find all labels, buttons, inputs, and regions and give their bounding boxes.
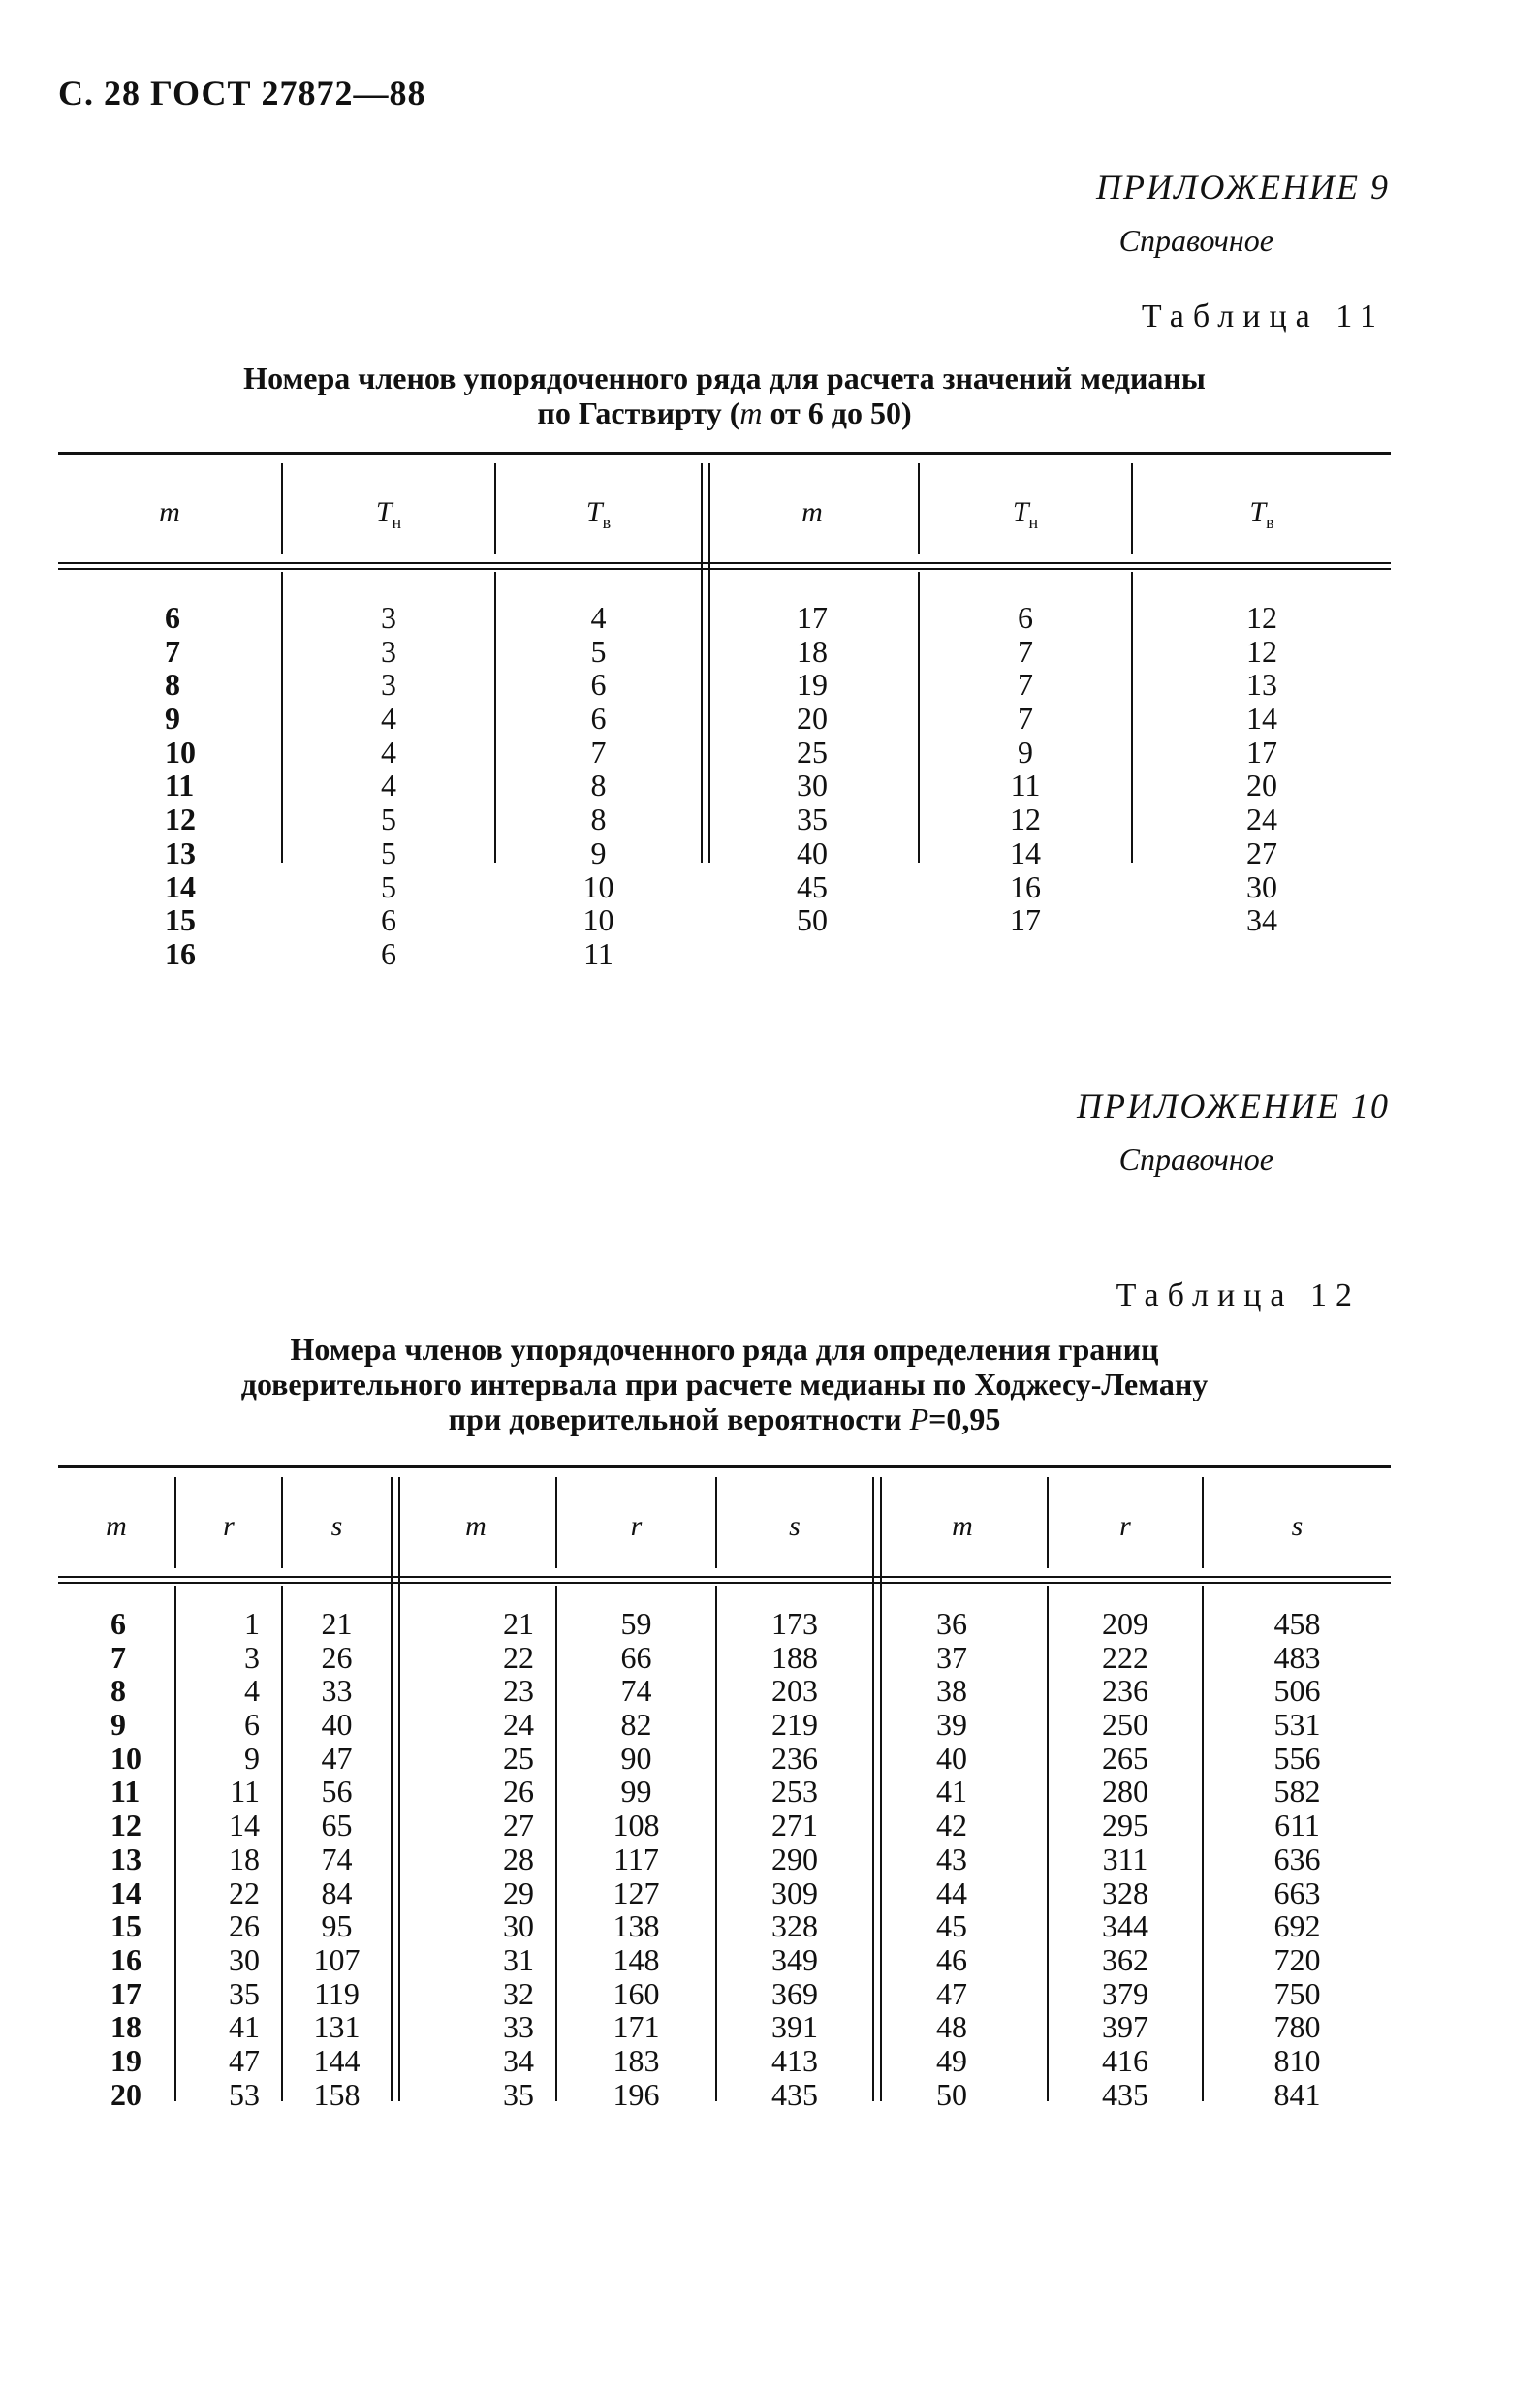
table-cell: 35 (503, 2076, 534, 2112)
table-cell: 253 (771, 1774, 818, 1810)
table-cell: 160 (613, 1975, 660, 2011)
table-cell: 14 (165, 868, 196, 904)
table-cell: 25 (503, 1740, 534, 1776)
table-cell: 12 (1246, 600, 1277, 635)
table-cell: 435 (771, 2076, 818, 2112)
table-11-caption-line-2-suffix: от 6 до 50) (762, 395, 912, 430)
table-cell: 31 (503, 1941, 534, 1977)
table-cell: 3 (244, 1639, 260, 1675)
table-cell: 344 (1102, 1908, 1148, 1944)
table-cell: 19 (110, 2042, 141, 2078)
table-cell: 10 (165, 734, 196, 770)
table-cell: 6 (381, 902, 396, 938)
table-cell: 311 (1102, 1841, 1148, 1876)
header-t-high-symbol: T (585, 496, 603, 528)
table-12-col-m-2 (396, 1607, 555, 2111)
header-m: m (106, 1510, 127, 1542)
table-12-col-s-2 (717, 1607, 872, 2111)
table-cell: 413 (771, 2042, 818, 2078)
table-cell: 9 (110, 1707, 126, 1743)
table-cell: 7 (1018, 701, 1033, 737)
table-11-col-m-right (707, 601, 918, 937)
table-cell: 19 (797, 667, 828, 703)
table-cell: 39 (936, 1707, 967, 1743)
table-cell: 14 (229, 1808, 260, 1843)
table-cell: 6 (110, 1606, 126, 1641)
table-cell: 12 (1246, 633, 1277, 669)
table-cell: 18 (797, 633, 828, 669)
table-12-col-r-3 (1049, 1607, 1202, 2111)
table-cell: 45 (797, 868, 828, 904)
table-cell: 3 (381, 600, 396, 635)
table-cell: 47 (321, 1740, 353, 1776)
table-12-caption-line-3-prefix: при доверительной вероятности (448, 1401, 910, 1436)
table-12-caption (58, 1332, 1391, 1436)
table-cell: 13 (1246, 667, 1277, 703)
table-12-label: Таблица 12 (1116, 1277, 1361, 1313)
table-cell: 582 (1273, 1774, 1321, 1810)
header-t-low-subscript: н (392, 513, 402, 532)
table-12-caption-line-3-suffix: =0,95 (928, 1401, 1001, 1436)
table-cell: 9 (1018, 734, 1033, 770)
table-cell: 611 (1274, 1808, 1320, 1843)
header-m: m (801, 496, 823, 528)
page-header: С. 28 ГОСТ 27872—88 (58, 74, 426, 112)
header-m: m (952, 1510, 973, 1542)
table-cell: 663 (1273, 1874, 1321, 1910)
table-cell: 50 (797, 902, 828, 938)
header-t-low (283, 496, 494, 533)
table-cell: 59 (620, 1606, 652, 1641)
table-cell: 750 (1273, 1975, 1321, 2011)
table-cell: 720 (1273, 1941, 1321, 1977)
table-cell: 138 (613, 1908, 660, 1944)
table-cell: 35 (229, 1975, 260, 2011)
table-11-col-tlow-left (283, 601, 494, 971)
table-cell: 636 (1273, 1841, 1321, 1876)
table-cell: 171 (613, 2009, 660, 2045)
table-cell: 7 (110, 1639, 126, 1675)
table-cell: 12 (1010, 802, 1041, 837)
header-t-high-symbol: T (1249, 496, 1267, 528)
table-cell: 6 (590, 701, 607, 737)
table-cell: 13 (110, 1841, 141, 1876)
table-cell: 107 (313, 1941, 361, 1977)
table-cell: 5 (381, 802, 396, 837)
table-12-top-rule (58, 1465, 1391, 1468)
table-cell: 1 (244, 1606, 260, 1641)
table-cell: 35 (797, 802, 828, 837)
header-t-low-symbol: T (375, 496, 393, 528)
table-11-label: Таблица 11 (1141, 299, 1385, 334)
table-cell: 12 (165, 802, 196, 837)
table-cell: 14 (1010, 834, 1041, 870)
appendix-9-subtitle: Справочное (1118, 223, 1273, 258)
table-cell: 12 (110, 1808, 141, 1843)
table-11-caption (58, 361, 1391, 430)
table-cell: 556 (1273, 1740, 1321, 1776)
table-11-header-rule (58, 562, 1391, 564)
table-cell: 10 (582, 902, 614, 938)
table-cell: 16 (165, 935, 196, 971)
appendix-9-title: ПРИЛОЖЕНИЕ 9 (1096, 168, 1390, 206)
table-cell: 5 (590, 633, 607, 669)
table-cell: 20 (1246, 768, 1277, 803)
table-cell: 74 (620, 1673, 652, 1709)
table-12-header-rule-2 (58, 1582, 1391, 1584)
table-cell: 841 (1273, 2076, 1321, 2112)
table-cell: 6 (165, 600, 180, 635)
table-cell: 236 (771, 1740, 818, 1776)
table-cell: 295 (1102, 1808, 1148, 1843)
table-12-caption-line-2: доверительного интервала при расчете медианы по Ходжесу-Леману (240, 1367, 1209, 1401)
table-cell: 8 (590, 768, 607, 803)
table-cell: 41 (229, 2009, 260, 2045)
table-cell: 780 (1273, 2009, 1321, 2045)
header-s: s (1291, 1510, 1304, 1542)
table-cell: 42 (936, 1808, 967, 1843)
table-12-caption-variable: P (909, 1401, 929, 1436)
table-12-col-m-3 (878, 1607, 1047, 2111)
table-cell: 8 (165, 667, 180, 703)
table-cell: 11 (165, 768, 195, 803)
table-cell: 416 (1102, 2042, 1148, 2078)
table-cell: 14 (1246, 701, 1277, 737)
table-cell: 36 (936, 1606, 967, 1641)
table-11-caption-line-1: Номера членов упорядоченного ряда для расчета значений медианы (243, 361, 1206, 395)
table-cell: 379 (1102, 1975, 1148, 2011)
table-cell: 397 (1102, 2009, 1148, 2045)
table-cell: 810 (1273, 2042, 1321, 2078)
table-cell: 131 (313, 2009, 361, 2045)
table-cell: 15 (110, 1908, 141, 1944)
table-cell: 20 (797, 701, 828, 737)
table-12-col-s-3 (1204, 1607, 1391, 2111)
table-cell: 74 (321, 1841, 353, 1876)
table-cell: 23 (503, 1673, 534, 1709)
header-s: s (330, 1510, 343, 1542)
header-r: r (1119, 1510, 1131, 1542)
appendix-10-subtitle: Справочное (1118, 1142, 1273, 1177)
table-cell: 22 (503, 1639, 534, 1675)
table-cell: 22 (229, 1874, 260, 1910)
table-cell: 3 (381, 667, 396, 703)
table-cell: 265 (1102, 1740, 1148, 1776)
table-cell: 219 (771, 1707, 818, 1743)
table-cell: 250 (1102, 1707, 1148, 1743)
table-cell: 47 (229, 2042, 260, 2078)
table-cell: 44 (936, 1874, 967, 1910)
table-cell: 7 (165, 633, 180, 669)
header-t-high (1133, 496, 1391, 533)
header-t-high-subscript: в (1266, 513, 1274, 532)
table-cell: 11 (1010, 768, 1041, 803)
table-cell: 5 (381, 868, 396, 904)
table-cell: 4 (244, 1673, 260, 1709)
table-11-header-rule-2 (58, 568, 1391, 570)
table-cell: 45 (936, 1908, 967, 1944)
table-cell: 53 (229, 2076, 260, 2112)
table-cell: 9 (244, 1740, 260, 1776)
table-12-col-r-2 (557, 1607, 715, 2111)
table-cell: 7 (1018, 633, 1033, 669)
table-cell: 11 (230, 1774, 260, 1810)
table-cell: 236 (1102, 1673, 1148, 1709)
table-cell: 6 (1018, 600, 1033, 635)
table-cell: 119 (314, 1975, 360, 2011)
table-cell: 21 (321, 1606, 353, 1641)
table-cell: 17 (797, 600, 828, 635)
table-cell: 328 (1102, 1874, 1148, 1910)
table-cell: 46 (936, 1941, 967, 1977)
table-cell: 280 (1102, 1774, 1148, 1810)
table-cell: 65 (321, 1808, 353, 1843)
table-cell: 33 (503, 2009, 534, 2045)
table-cell: 11 (583, 935, 613, 971)
table-cell: 24 (503, 1707, 534, 1743)
table-cell: 203 (771, 1673, 818, 1709)
header-s: s (789, 1510, 801, 1542)
table-cell: 9 (165, 701, 180, 737)
table-cell: 196 (613, 2076, 660, 2112)
header-m: m (465, 1510, 487, 1542)
table-12-col-r-1 (176, 1607, 260, 2111)
table-12-col-m-1 (110, 1607, 174, 2111)
table-cell: 26 (321, 1639, 353, 1675)
table-cell: 6 (590, 667, 607, 703)
table-cell: 222 (1102, 1639, 1148, 1675)
table-cell: 28 (503, 1841, 534, 1876)
table-cell: 435 (1102, 2076, 1148, 2112)
table-cell: 16 (110, 1941, 141, 1977)
table-cell: 328 (771, 1908, 818, 1944)
table-11-col-m-left (165, 601, 281, 971)
table-cell: 20 (110, 2076, 141, 2112)
header-t-low-subscript: н (1028, 513, 1039, 532)
table-cell: 90 (620, 1740, 652, 1776)
table-cell: 271 (771, 1808, 818, 1843)
table-cell: 10 (582, 868, 614, 904)
table-cell: 127 (613, 1874, 660, 1910)
table-cell: 41 (936, 1774, 967, 1810)
table-12-col-s-1 (283, 1607, 391, 2111)
table-cell: 4 (381, 734, 396, 770)
table-cell: 309 (771, 1874, 818, 1910)
table-11-caption-line-2 (58, 395, 1391, 430)
table-cell: 17 (110, 1975, 141, 2011)
table-11-top-rule (58, 452, 1391, 455)
table-cell: 7 (590, 734, 607, 770)
table-cell: 148 (613, 1941, 660, 1977)
table-cell: 13 (165, 834, 196, 870)
table-11-col-tlow-right (920, 601, 1131, 937)
table-cell: 158 (313, 2076, 361, 2112)
table-11-caption-variable: m (739, 395, 763, 430)
table-cell: 4 (381, 701, 396, 737)
table-cell: 15 (165, 902, 196, 938)
table-cell: 8 (590, 802, 607, 837)
table-cell: 82 (620, 1707, 652, 1743)
table-cell: 27 (503, 1808, 534, 1843)
table-cell: 47 (936, 1975, 967, 2011)
header-m: m (159, 496, 180, 528)
table-cell: 483 (1273, 1639, 1321, 1675)
table-12-caption-line-3 (58, 1401, 1391, 1436)
table-cell: 66 (620, 1639, 652, 1675)
table-11 (58, 452, 1391, 981)
table-cell: 49 (936, 2042, 967, 2078)
table-cell: 9 (590, 834, 607, 870)
table-cell: 40 (321, 1707, 353, 1743)
table-cell: 24 (1246, 802, 1277, 837)
table-cell: 4 (590, 600, 607, 635)
table-cell: 7 (1018, 667, 1033, 703)
table-cell: 34 (503, 2042, 534, 2078)
table-cell: 40 (797, 834, 828, 870)
table-cell: 56 (321, 1774, 353, 1810)
table-cell: 14 (110, 1874, 141, 1910)
table-cell: 99 (620, 1774, 652, 1810)
table-cell: 458 (1273, 1606, 1321, 1641)
table-cell: 30 (797, 768, 828, 803)
table-cell: 34 (1246, 902, 1277, 938)
table-cell: 144 (313, 2042, 361, 2078)
table-cell: 8 (110, 1673, 126, 1709)
table-cell: 30 (229, 1941, 260, 1977)
table-cell: 38 (936, 1673, 967, 1709)
table-cell: 108 (613, 1808, 660, 1843)
table-cell: 84 (321, 1874, 353, 1910)
table-cell: 17 (1010, 902, 1041, 938)
table-cell: 11 (110, 1774, 141, 1810)
table-cell: 18 (110, 2009, 141, 2045)
table-cell: 531 (1273, 1707, 1321, 1743)
table-cell: 3 (381, 633, 396, 669)
table-12 (58, 1465, 1391, 2125)
table-cell: 26 (503, 1774, 534, 1810)
header-r: r (223, 1510, 235, 1542)
table-cell: 18 (229, 1841, 260, 1876)
table-cell: 26 (229, 1908, 260, 1944)
table-cell: 173 (771, 1606, 818, 1641)
table-cell: 25 (797, 734, 828, 770)
table-cell: 4 (381, 768, 396, 803)
table-cell: 37 (936, 1639, 967, 1675)
header-r: r (630, 1510, 643, 1542)
table-cell: 30 (503, 1908, 534, 1944)
table-cell: 50 (936, 2076, 967, 2112)
table-cell: 17 (1246, 734, 1277, 770)
table-cell: 21 (503, 1606, 534, 1641)
table-11-col-thigh-left (496, 601, 701, 971)
table-cell: 117 (613, 1841, 659, 1876)
table-cell: 95 (321, 1908, 353, 1944)
table-cell: 40 (936, 1740, 967, 1776)
table-cell: 16 (1010, 868, 1041, 904)
table-cell: 48 (936, 2009, 967, 2045)
table-12-header-rule (58, 1576, 1391, 1578)
table-cell: 369 (771, 1975, 818, 2011)
table-cell: 188 (771, 1639, 818, 1675)
table-cell: 43 (936, 1841, 967, 1876)
table-cell: 30 (1246, 868, 1277, 904)
table-12-caption-line-1: Номера членов упорядоченного ряда для определения границ (290, 1332, 1159, 1367)
table-cell: 692 (1273, 1908, 1321, 1944)
table-11-col-thigh-right (1133, 601, 1391, 937)
table-cell: 290 (771, 1841, 818, 1876)
table-cell: 5 (381, 834, 396, 870)
table-cell: 10 (110, 1740, 141, 1776)
table-cell: 27 (1246, 834, 1277, 870)
header-t-high-subscript: в (602, 513, 612, 532)
table-cell: 349 (771, 1941, 818, 1977)
appendix-10-title: ПРИЛОЖЕНИЕ 10 (1077, 1086, 1390, 1125)
table-cell: 209 (1102, 1606, 1148, 1641)
header-t-low-symbol: T (1012, 496, 1029, 528)
table-cell: 29 (503, 1874, 534, 1910)
table-cell: 391 (771, 2009, 818, 2045)
header-t-high (496, 496, 701, 533)
table-cell: 32 (503, 1975, 534, 2011)
table-cell: 506 (1273, 1673, 1321, 1709)
table-cell: 362 (1102, 1941, 1148, 1977)
table-cell: 33 (321, 1673, 353, 1709)
header-t-low (920, 496, 1131, 533)
table-cell: 6 (381, 935, 396, 971)
table-cell: 183 (613, 2042, 660, 2078)
table-11-caption-line-2-prefix: по Гаствирту ( (537, 395, 740, 430)
table-cell: 6 (244, 1707, 260, 1743)
